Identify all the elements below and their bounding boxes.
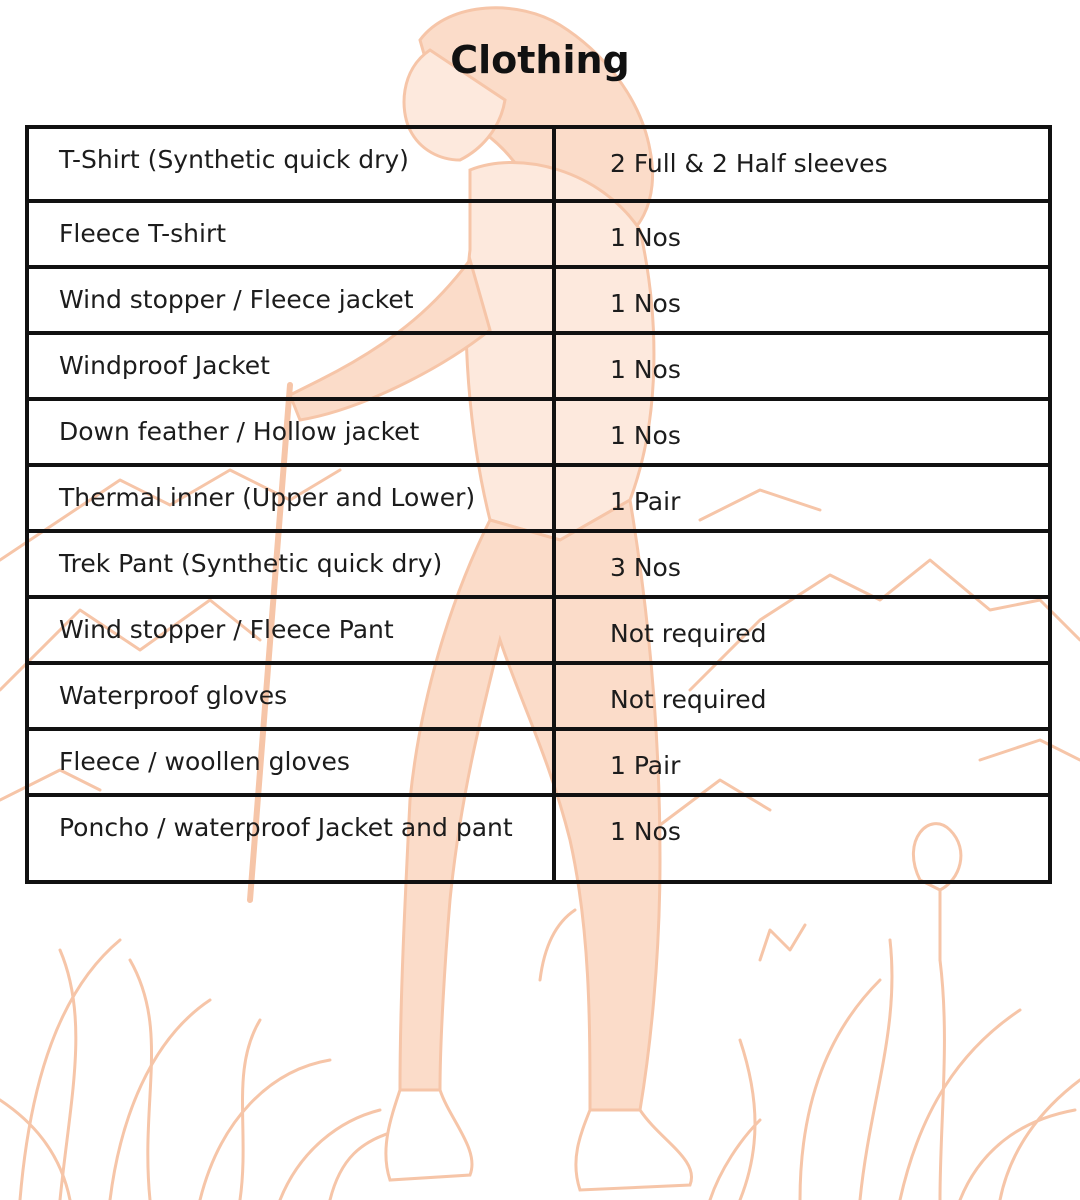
item-name: Thermal inner (Upper and Lower) xyxy=(27,465,554,531)
item-quantity: 3 Nos xyxy=(554,531,1050,597)
item-quantity: 1 Nos xyxy=(554,333,1050,399)
item-name: Wind stopper / Fleece jacket xyxy=(27,267,554,333)
item-name: T-Shirt (Synthetic quick dry) xyxy=(27,127,554,201)
item-name: Poncho / waterproof Jacket and pant xyxy=(27,795,554,882)
table-row xyxy=(27,729,1050,795)
item-quantity: 1 Nos xyxy=(554,267,1050,333)
item-name: Waterproof gloves xyxy=(27,663,554,729)
clothing-table xyxy=(25,125,1052,884)
item-name: Fleece T-shirt xyxy=(27,201,554,267)
table-row xyxy=(27,531,1050,597)
table-row xyxy=(27,399,1050,465)
item-quantity: 1 Nos xyxy=(554,399,1050,465)
item-name: Down feather / Hollow jacket xyxy=(27,399,554,465)
item-quantity: Not required xyxy=(554,597,1050,663)
page-title: Clothing xyxy=(450,38,630,82)
item-quantity: 1 Nos xyxy=(554,795,1050,882)
table-row xyxy=(27,333,1050,399)
table-row xyxy=(27,795,1050,882)
table-row xyxy=(27,465,1050,531)
table-row xyxy=(27,127,1050,201)
table-row xyxy=(27,267,1050,333)
table-row xyxy=(27,663,1050,729)
item-name: Windproof Jacket xyxy=(27,333,554,399)
item-name: Fleece / woollen gloves xyxy=(27,729,554,795)
table-row xyxy=(27,201,1050,267)
item-name: Wind stopper / Fleece Pant xyxy=(27,597,554,663)
item-quantity: Not required xyxy=(554,663,1050,729)
item-quantity: 1 Nos xyxy=(554,201,1050,267)
item-quantity: 2 Full & 2 Half sleeves xyxy=(554,127,1050,201)
item-quantity: 1 Pair xyxy=(554,729,1050,795)
table-row xyxy=(27,597,1050,663)
item-quantity: 1 Pair xyxy=(554,465,1050,531)
item-name: Trek Pant (Synthetic quick dry) xyxy=(27,531,554,597)
